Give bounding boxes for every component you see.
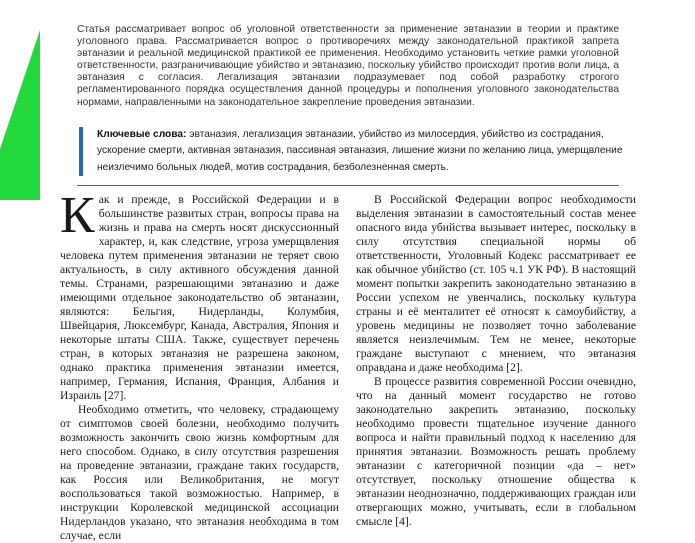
body-paragraph <box>60 187 339 403</box>
body-paragraph: Необходимо отметить, что человеку, страдающему от симптомов своей болезни, необходимо получить возможность закончить свою жизнь комфортным для него способом. Однако, в силу отсутствия разрешения на проведение эвтаназии, граждане таких государств, как Россия или Великобритания, не могут воспользоваться такой возможностью. Например, в инструкции Королевской медицинской ассоциации Нидерландов указано, что эвтаназия необходима в том случае, если <box>60 403 339 542</box>
keywords-block <box>79 127 637 176</box>
keywords-text: эвтаназия, легализация эвтаназии, убийство из милосердия, убийство из сострадания, ускорение смерти, активная эвтаназия, пассивная эвтаназия, лишение жизни по желанию лица, умерщвление неизлечимо больных людей, мотив сострадания, безболезненная смерть. <box>97 129 623 173</box>
body-column-right <box>356 193 636 529</box>
green-decorative-tab <box>0 30 40 200</box>
body-paragraph: В процессе развития современной России очевидно, что на данный момент государство не готово законодательно закрепить эвтаназию, поскольку необходимо провести тщательное изучение данного вопроса и найти правильный подход к населению для принятия эвтаназии. Возможность решать проблему эвтаназии с категоричной позиции «да – нет» отсутствует, поскольку отношение общества к эвтаназии неоднозначно, поддерживающих граждан или отвергающих можно, учитывать, если в глобальном смысле [4]. <box>356 375 636 528</box>
abstract-text: Статья рассматривает вопрос об уголовной ответственности за применение эвтаназии в теории и практике уголовного права. Рассматривается вопрос о противоречиях между законодательной практикой запрета эвтаназии и реальной медицинской практикой ее применения. Необходимо установить четкие рамки уголовной ответственности, разграничивающие убийство и эвтаназию, поскольку убийство происходит против воли лица, а эвтаназия с согласия. Легализация эвтаназии подразумевает под собой разработку строгого регламентированного порядка осуществления данной процедуры и пополнения уголовного законодательства нормами, направленными на законодательное закрепление проведения эвтаназии. <box>77 24 619 108</box>
body-paragraph: В Российской Федерации вопрос необходимости выделения эвтаназии в самостоятельный состав менее опасного вида убийства вызывает интерес, поскольку в силу отсутствия специальной нормы об ответственности, Уголовный Кодекс рассматривает ее как обычное убийство (ст. 105 ч.1 УК РФ). В настоящий момент попытки закрепить законодательно эвтаназию в России успехом не увенчались, поскольку культура страны и её менталитет её относят к самоубийству, а уровень медицины не позволяет точно заболевание является неизлечимым. Тем не менее, некоторые граждане выступают с мнением, что эвтаназия оправдана и даже необходима [2]. <box>356 193 636 374</box>
body-column-left <box>60 187 339 543</box>
drop-cap: К <box>60 187 95 244</box>
paragraph-text: ак и прежде, в Российской Федерации и в большинстве развитых стран, вопросы права на жизнь и права на смерть носят дискуссионный характер, и, как следствие, угроза умерщвления человека путем применения эвтаназии не теряет свою актуальность, в силу активного обсуждения данной темы. Странами, разрешающими эвтаназию и даже имеющими отдельное законодательство об эвтаназии, являются: Бельгия, Нидерланды, Колумбия, Швейцария, Люксембург, Канада, Австралия, Япония и некоторые штаты США. Также, существует перечень стран, в которых эвтаназия не разрешена законом, однако практика применения эвтаназии имеется, например, Германия, Испания, Франция, Албания и Израиль [27]. <box>60 193 339 402</box>
keywords-label: Ключевые слова: <box>97 129 187 140</box>
section-divider <box>77 185 619 186</box>
